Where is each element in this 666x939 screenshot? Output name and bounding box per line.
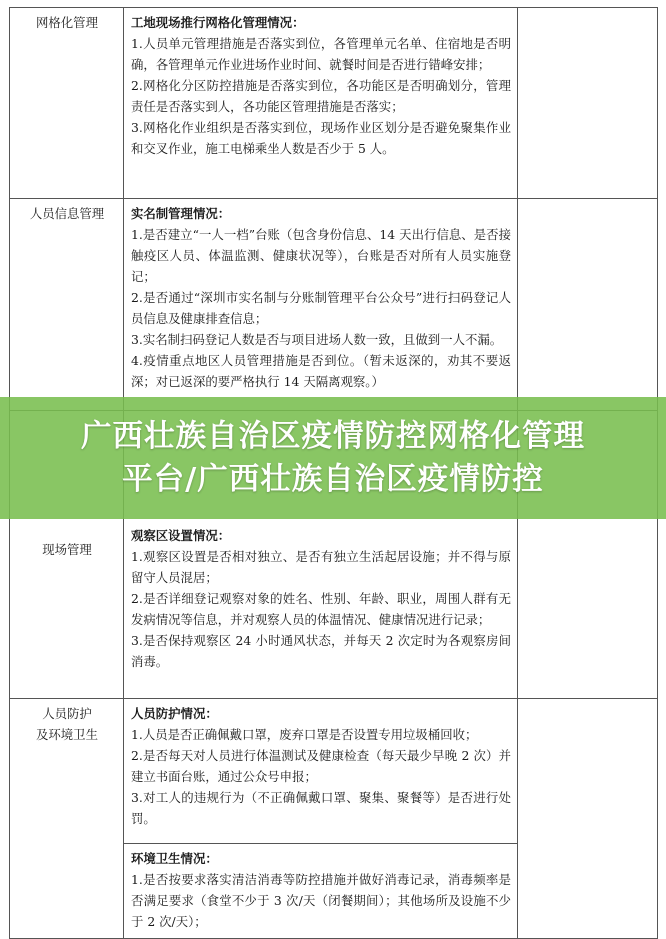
category-cell: [10, 8, 124, 199]
section-heading: 观察区设置情况：: [131, 528, 231, 543]
check-item: 3.实名制扫码登记人数是否与项目进场人数一致，且做到一人不漏。: [131, 332, 503, 347]
category-label: 人员防护 及环境卫生: [36, 706, 98, 742]
table-row: [10, 199, 658, 411]
category-label: 网格化管理: [36, 15, 98, 30]
check-item: 1.是否建立“一人一档”台账（包含身份信息、14 天出行信息、是否接触疫区人员、体温监测、健康状况等），台账是否对所有人员实施登记；: [131, 227, 511, 284]
check-item: 2.网格化分区防控措施是否落实到位，各功能区是否明确划分，管理责任是否落实到人，各功能区管理措施是否落实；: [131, 78, 511, 114]
content-cell: [124, 844, 518, 939]
category-label: 现场管理: [42, 542, 92, 557]
content-cell: [124, 8, 518, 199]
check-item: 4.疫情重点地区人员管理措施是否到位。（暂未返深的，劝其不要返深；对已返深的要严格执行 14 天隔离观察。）: [131, 353, 511, 389]
check-item: 3.是否保持观察区 24 小时通风状态，并每天 2 次定时为各观察房间消毒。: [131, 633, 511, 669]
check-item: 2.是否通过“深圳市实名制与分账制管理平台公众号”进行扫码登记人员信息及健康排查信息；: [131, 290, 511, 326]
banner-title-line-2: 平台/广西壮族自治区疫情防控: [122, 462, 544, 497]
category-label: 人员信息管理: [29, 206, 105, 221]
section-heading: 人员防护情况：: [131, 706, 218, 721]
banner-title-line-1: 广西壮族自治区疫情防控网格化管理: [81, 419, 585, 454]
category-cell: [10, 199, 124, 411]
section-heading: 实名制管理情况：: [131, 206, 231, 221]
title-banner: [0, 397, 666, 519]
check-item: 1.观察区设置是否相对独立、是否有独立生活起居设施；并不得与原留守人员混居；: [131, 549, 511, 585]
table-row: [10, 699, 658, 844]
check-item: 1.是否按要求落实清洁消毒等防控措施并做好消毒记录，消毒频率是否满足要求（食堂不少于 3 次/天（闭餐期间）；其他场所及设施不少于 2 次/天）；: [131, 872, 511, 929]
check-item: 3.对工人的违规行为（不正确佩戴口罩、聚集、聚餐等）是否进行处罚。: [131, 790, 511, 826]
remarks-cell: [518, 699, 658, 939]
check-item: 2.是否详细登记观察对象的姓名、性别、年龄、职业，周围人群有无发病情况等信息，并对观察人员的体温情况、健康情况进行记录；: [131, 591, 511, 627]
check-item: 1.人员是否正确佩戴口罩，废弃口罩是否设置专用垃圾桶回收；: [131, 727, 478, 742]
remarks-cell: [518, 199, 658, 411]
category-cell: [10, 699, 124, 939]
content-cell: [124, 699, 518, 844]
table-row: [10, 8, 658, 199]
section-heading: 工地现场推行网格化管理情况：: [131, 15, 305, 30]
check-item: 3.网格化作业组织是否落实到位，现场作业区划分是否避免聚集作业和交叉作业，施工电梯乘坐人数是否少于 5 人。: [131, 120, 511, 156]
remarks-cell: [518, 8, 658, 199]
check-item: 2.是否每天对人员进行体温测试及健康检查（每天最少早晚 2 次）并建立书面台账，通过公众号申报；: [131, 748, 511, 784]
content-cell: [124, 199, 518, 411]
section-heading: 环境卫生情况：: [131, 851, 218, 866]
check-item: 1.人员单元管理措施是否落实到位，各管理单元名单、住宿地是否明确，各管理单元作业进场作业时间、就餐时间是否进行错峰安排；: [131, 36, 511, 72]
